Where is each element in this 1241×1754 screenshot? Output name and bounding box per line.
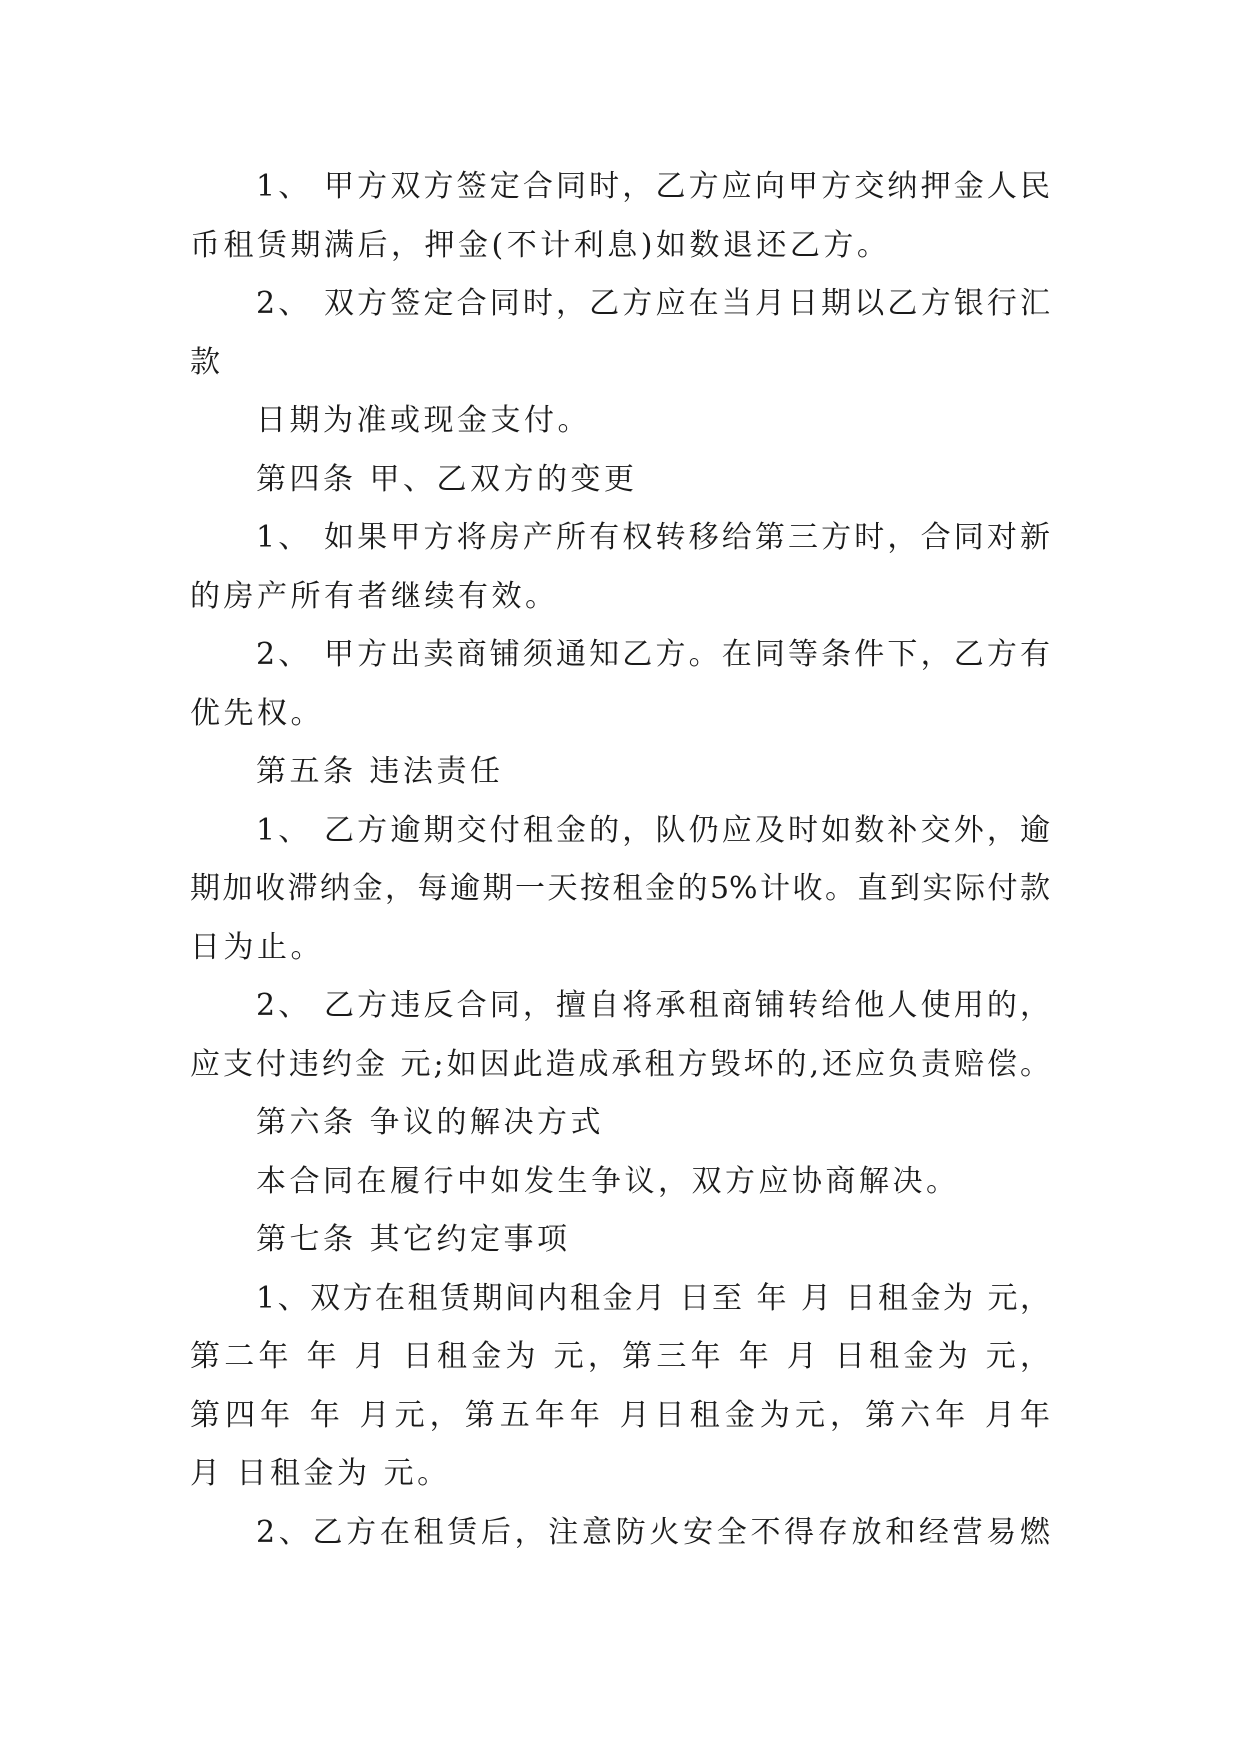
paragraph-line: 的房产所有者继续有效。 — [190, 578, 559, 614]
paragraph-line: 月 日租金为 元。 — [190, 1456, 451, 1491]
section-heading: 第四条 甲、乙双方的变更 — [256, 461, 638, 497]
paragraph-line: 1、双方在租赁期间内租金月 日至 年 月 日租金为 元， — [256, 1280, 1050, 1316]
paragraph-line: 日为止。 — [190, 929, 324, 965]
paragraph-line: 2、 乙方违反合同，擅自将承租商铺转给他人使用的， — [256, 988, 1050, 1023]
paragraph-line: 应支付违约金 元;如因此造成承租方毁坏的,还应负责赔偿。 — [190, 1046, 1050, 1082]
paragraph-line: 第二年 年 月 日租金为 元，第三年 年 月 日租金为 元， — [190, 1339, 1050, 1374]
paragraph-line: 2、 双方签定合同时，乙方应在当月日期以乙方银行汇 — [256, 286, 1050, 321]
paragraph-line: 2、乙方在租赁后，注意防火安全不得存放和经营易燃 — [256, 1514, 1050, 1550]
paragraph-line: 2、 甲方出卖商铺须通知乙方。在同等条件下，乙方有 — [256, 637, 1050, 672]
section-heading: 第六条 争议的解决方式 — [256, 1105, 605, 1140]
paragraph-line: 优先权。 — [190, 695, 324, 731]
paragraph-line: 1、 如果甲方将房产所有权转移给第三方时，合同对新 — [256, 520, 1050, 555]
paragraph-line: 本合同在履行中如发生争议，双方应协商解决。 — [256, 1163, 960, 1199]
paragraph-line: 1、 甲方双方签定合同时，乙方应向甲方交纳押金人民 — [256, 169, 1050, 204]
section-heading: 第五条 违法责任 — [256, 754, 504, 789]
paragraph-line: 1、 乙方逾期交付租金的，队仍应及时如数补交外，逾 — [256, 812, 1050, 848]
paragraph-line: 日期为准或现金支付。 — [256, 403, 591, 438]
document-body — [190, 158, 1050, 1562]
paragraph-line: 期加收滞纳金，每逾期一天按租金的5%计收。直到实际付款 — [190, 871, 1050, 906]
paragraph-line: 款 — [190, 344, 224, 380]
paragraph-line: 币租赁期满后，押金(不计利息)如数退还乙方。 — [190, 227, 891, 263]
paragraph-line: 第四年 年 月元，第五年年 月日租金为元，第六年 月年 — [190, 1397, 1050, 1433]
section-heading: 第七条 其它约定事项 — [256, 1222, 571, 1257]
